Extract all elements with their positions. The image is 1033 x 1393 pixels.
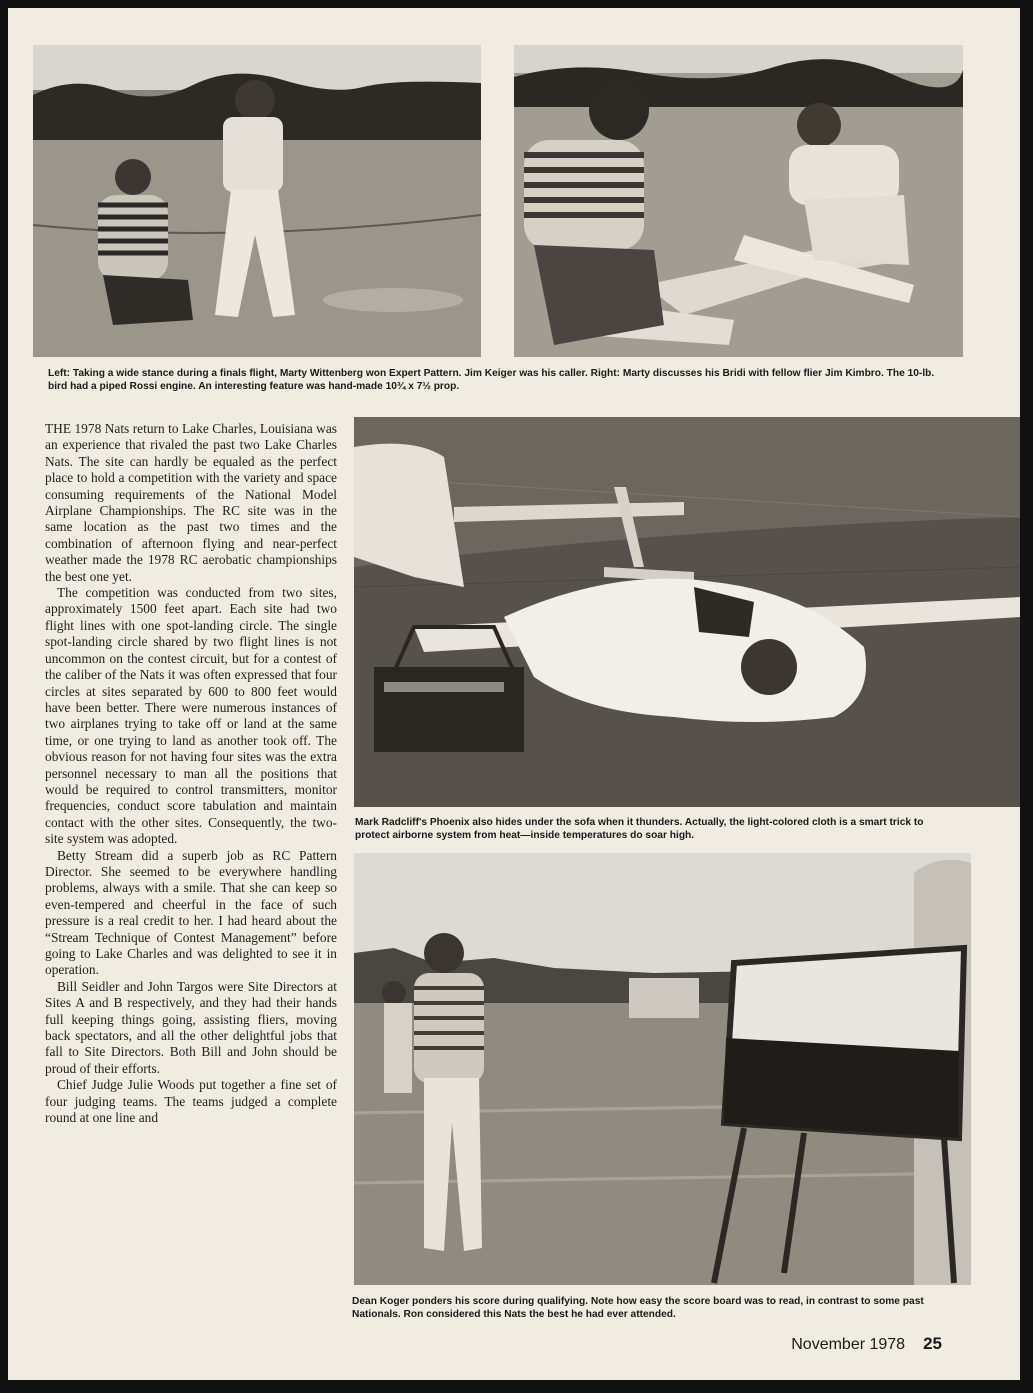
article-paragraph: Chief Judge Julie Woods put together a fine set of four judging teams. The teams judged a complete round at one line and — [45, 1077, 337, 1126]
article-body — [45, 421, 337, 1126]
page-number: 25 — [923, 1334, 942, 1353]
article-paragraph: Bill Seidler and John Targos were Site Directors at Sites A and B respectively, and they had their hands full keeping things going, assisting fliers, moving back spectators, and all the other delightful jobs that fall to Site Directors. Both Bill and John should be proud of their efforts. — [45, 978, 337, 1076]
caption-middle: Mark Radcliff's Phoenix also hides under the sofa when it thunders. Actually, the light-colored cloth is a smart trick to protect airborne system from heat—inside temperatures do soar high. — [355, 817, 924, 841]
article-paragraph: Betty Stream did a superb job as RC Pattern Director. She seemed to be everywhere handling problems, always with a smile. That she can keep so even-tempered and cheerful in the face of such pressure is a real credit to her. I had heard about the “Stream Technique of Contest Management” before going to Lake Charles and was delighted to see it in operation. — [45, 847, 337, 978]
caption-bottom: Dean Koger ponders his score during qualifying. Note how easy the score board was to read, in contrast to some past Nationals. Ron considered this Nats the best he had ever attended. — [352, 1296, 924, 1320]
issue-date: November 1978 — [791, 1336, 906, 1353]
magazine-page — [8, 8, 1020, 1380]
photo-bridi-discussion — [514, 45, 963, 357]
article-paragraph: The competition was conducted from two sites, approximately 1500 feet apart. Each site had two flight lines with one spot-landing circle. The single spot-landing circle shared by two flight lines is not uncommon on the contest circuit, but for a contest of the caliber of the Nats it was often expressed that four circles at sites separated by 600 to 800 feet would have been better. There were numerous instances of two airplanes trying to take off or land at the same time, or one trying to land as another took off. The obvious reason for not having four sites was the extra personnel necessary to man all the positions that would be required to control transmitters, monitor frequencies, conduct score tabulation and maintain contact with the other sites. Consequently, the two-site system was adopted. — [45, 585, 337, 847]
photo-scoreboard — [354, 853, 971, 1285]
photo-finals-flight — [33, 45, 481, 357]
article-paragraph: THE 1978 Nats return to Lake Charles, Louisiana was an experience that rivaled the past two Lake Charles Nats. The site can hardly be equaled as the perfect place to hold a competition with the variety and space consuming requirements of the National Model Airplane Championships. The RC site was in the same location as the past two times and the combination of afternoon flying and near-perfect weather made the 1978 RC aerobatic championships the best one yet. — [45, 421, 337, 584]
page-footer — [791, 1334, 942, 1354]
photo-phoenix — [354, 417, 1020, 807]
caption-top: Left: Taking a wide stance during a finals flight, Marty Wittenberg won Expert Pattern. Jim Keiger was his caller. Right: Marty discusses his Bridi with fellow flier Jim Kimbro. The 10-lb. bird had a piped Rossi engine. An interesting feature was hand-made 10¾ x 7½ prop. — [48, 368, 935, 392]
